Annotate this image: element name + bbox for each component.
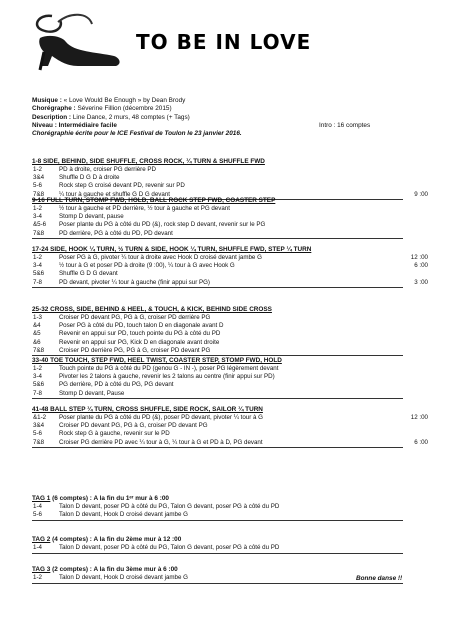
choreographer-value: Séverine Fillion (décembre 2015) xyxy=(77,105,172,113)
step-description: Talon D devant, Hook D croisé devant jambe G xyxy=(59,574,188,581)
step-count: 5-6 xyxy=(33,430,42,438)
step-description: Shuffle D G D à droite xyxy=(59,174,120,182)
step-count: 1-2 xyxy=(33,254,42,261)
page-title: TO BE IN LOVE xyxy=(136,30,312,54)
section-title: 1-8 SIDE, BEHIND, SIDE SHUFFLE, CROSS ROCK, ¼ TURN & SHUFFLE FWD xyxy=(32,158,265,165)
step-row xyxy=(32,270,436,278)
section-title: 17-24 SIDE, HOOK ¼ TURN, ½ TURN & SIDE, HOOK ¼ TURN, SHUFFLE FWD, STEP ¼ TURN xyxy=(32,246,312,253)
step-count: 1-2 xyxy=(33,574,42,581)
step-section xyxy=(32,305,436,356)
description-label: Description : xyxy=(32,113,72,121)
step-description: Poser plante du PG à côté du PD (&), poser PD devant, pivoter ¼ tour à G xyxy=(59,414,263,421)
step-count: 1-4 xyxy=(33,503,42,510)
step-row xyxy=(32,503,436,511)
step-row xyxy=(32,439,436,447)
section-divider xyxy=(32,520,403,521)
description-value: Line Dance, 2 murs, 48 comptes (+ Tags) xyxy=(72,113,190,121)
step-description: Rock step G à gauche, revenir sur le PD xyxy=(59,430,170,438)
step-count: 5&6 xyxy=(33,270,45,278)
level-label: Niveau : xyxy=(32,121,57,129)
step-description: Poser PG à G, pivoter ¼ tour à droite avec Hook D croisé devant jambe G xyxy=(59,254,262,261)
step-row xyxy=(32,422,436,430)
step-description: Croiser PG derrière PD avec ¼ tour à G, ¼ tour à G et PD à D, PG devant xyxy=(59,438,263,446)
step-row xyxy=(32,166,436,174)
level-row xyxy=(32,122,432,130)
step-count: 5&6 xyxy=(33,381,45,389)
step-section xyxy=(32,245,436,288)
section-title: 25-32 CROSS, SIDE, BEHIND & HEEL, & TOUCH, & KICK, BEHIND SIDE CROSS xyxy=(32,306,272,313)
step-description: PD devant, pivoter ¼ tour à gauche (finir appui sur PG) xyxy=(59,278,210,286)
choreographer-row xyxy=(32,105,432,113)
step-section xyxy=(32,356,436,399)
step-description: PD derrière, PG à côté du PD, PD devant xyxy=(59,229,173,237)
step-count: 3-4 xyxy=(33,213,42,221)
step-description: Croiser PD derrière PG, PG à G, croiser PD devant PG xyxy=(59,346,211,354)
step-row xyxy=(32,174,436,182)
step-row xyxy=(32,254,436,262)
step-count: 3-4 xyxy=(33,373,42,381)
step-description: Croiser PD devant PG, PG à G, croiser PD devant PG xyxy=(59,422,208,430)
tag-section xyxy=(32,535,436,554)
tag-title xyxy=(32,535,436,544)
step-section xyxy=(32,405,436,448)
step-row xyxy=(32,213,436,221)
step-description: Touch pointe du PG à côté du PD (genou G - IN -), poser PG légèrement devant xyxy=(59,365,279,372)
step-count: &5 xyxy=(33,330,41,338)
step-row xyxy=(32,339,436,347)
wall-direction: 12 :00 xyxy=(410,414,428,421)
section-divider xyxy=(32,553,403,554)
section-divider xyxy=(32,398,403,399)
level-value: Intermédiaire facile xyxy=(58,121,117,129)
step-count: 3-4 xyxy=(33,262,42,270)
step-description: Stomp D devant, pause xyxy=(59,213,124,221)
tag-section xyxy=(32,494,436,521)
step-count: 1-3 xyxy=(33,314,42,321)
step-count: 7&8 xyxy=(33,438,45,446)
step-row xyxy=(32,430,436,438)
step-description: ½ tour à gauche et PD derrière, ½ tour à gauche et PG devant xyxy=(59,205,230,212)
step-count: 1-2 xyxy=(33,166,42,173)
step-description: Shuffle G D G devant xyxy=(59,270,118,278)
step-count: 3&4 xyxy=(33,422,45,430)
step-description: Rock step G croisé devant PD, revenir sur PD xyxy=(59,182,185,190)
section-title: 9-16 FULL TURN, STOMP FWD, HOLD, BALL ROCK STEP FWD, COASTER STEP xyxy=(32,197,276,204)
step-row xyxy=(32,390,436,398)
step-row xyxy=(32,322,436,330)
wall-direction: 3 :00 xyxy=(414,278,428,286)
step-row xyxy=(32,262,436,270)
step-count: 7-8 xyxy=(33,389,42,397)
step-count: 7&8 xyxy=(33,229,45,237)
tag-title xyxy=(32,494,436,503)
music-value: « Love Would Be Enough » by Dean Brody xyxy=(63,97,186,104)
choreographer-label: Chorégraphe : xyxy=(32,105,76,113)
step-row xyxy=(32,230,436,238)
step-description: Revenir en appui sur PG, Kick D en diagonale avant droite xyxy=(59,338,220,346)
step-row xyxy=(32,414,436,422)
step-row xyxy=(32,544,436,552)
step-description: PD à droite, croiser PG derrière PD xyxy=(59,166,156,173)
festival-note: Chorégraphie écrite pour le ICE Festival de Toulon le 23 janvier 2016. xyxy=(32,130,242,138)
section-divider xyxy=(32,447,403,448)
step-row xyxy=(32,511,436,519)
step-description: Talon D devant, Hook D croisé devant jambe G xyxy=(59,511,188,519)
step-count: &1-2 xyxy=(33,414,47,421)
step-description: ¼ tour à gauche et shuffle G D G devant xyxy=(59,190,170,198)
step-section xyxy=(32,196,436,239)
step-count: 1-4 xyxy=(33,544,42,551)
step-row xyxy=(32,347,436,355)
dance-shoe-logo xyxy=(18,8,126,76)
music-row xyxy=(32,97,432,105)
step-row xyxy=(32,279,436,287)
tag-details: (2 comptes) : A la fin du 3ème mur à 6 :00 xyxy=(50,566,178,573)
step-description: Talon D devant, poser PD à côté du PG, Talon G devant, poser PG à côté du PD xyxy=(59,503,280,510)
step-description: Pivoter les 2 talons à gauche, revenir les 2 talons au centre (finir appui sur PD) xyxy=(59,373,275,381)
step-description: ½ tour à G et poser PD à droite (9 :00), ¼ tour à G avec Hook G xyxy=(59,262,235,270)
description-row xyxy=(32,114,432,122)
section-title: 33-40 TOE TOUCH, STEP FWD, HEEL TWIST, COASTER STEP, STOMP FWD, HOLD xyxy=(32,357,282,364)
step-row xyxy=(32,365,436,373)
section-divider xyxy=(32,238,403,239)
step-description: Poser PG à côté du PD, touch talon D en diagonale avant D xyxy=(59,322,224,330)
step-row xyxy=(32,330,436,338)
step-count: 1-2 xyxy=(33,205,42,212)
step-row xyxy=(32,205,436,213)
step-description: Stomp D devant, Pause xyxy=(59,389,125,397)
step-count: 7&8 xyxy=(33,346,45,354)
step-row xyxy=(32,314,436,322)
step-count: &5-6 xyxy=(33,221,47,229)
step-description: Croiser PD devant PG, PG à G, croiser PD derrière PG xyxy=(59,314,211,321)
step-count: 5-6 xyxy=(33,511,42,519)
dance-info xyxy=(32,97,432,138)
step-count: 7&8 xyxy=(33,190,45,198)
section-divider xyxy=(32,287,403,288)
wall-direction: 6 :00 xyxy=(414,438,428,446)
section-divider xyxy=(32,583,403,584)
step-count: 7-8 xyxy=(33,278,42,286)
step-count: &6 xyxy=(33,338,41,346)
step-row xyxy=(32,381,436,389)
step-count: 1-2 xyxy=(33,365,42,372)
tag-label: TAG 2 xyxy=(32,536,51,543)
step-description: Revenir en appui sur PD, touch pointe du PG à côté du PD xyxy=(59,330,221,338)
section-title: 41-48 BALL STEP ¼ TURN, CROSS SHUFFLE, SIDE ROCK, SAILOR ¼ TURN xyxy=(32,406,263,413)
intro-count: Intro : 16 comptes xyxy=(319,121,371,129)
closing-message: Bonne danse !! xyxy=(356,575,403,582)
music-label: Musique : xyxy=(32,97,62,104)
step-description: Talon D devant, poser PD à côté du PG, Talon G devant, poser PG à côté du PD xyxy=(59,544,280,551)
tag-details: (6 comptes) : A la fin du 1ᵉʳ mur à 6 :00 xyxy=(50,495,169,502)
step-row xyxy=(32,182,436,190)
step-section xyxy=(32,157,436,200)
tag-label: TAG 1 xyxy=(32,495,51,502)
wall-direction: 9 :00 xyxy=(414,190,428,198)
step-description: Poser plante du PG à côté du PD (&), rock step D devant, revenir sur le PG xyxy=(59,221,266,229)
step-count: 3&4 xyxy=(33,174,45,182)
wall-direction: 12 :00 xyxy=(410,254,428,261)
tag-title xyxy=(32,565,436,574)
step-row xyxy=(32,221,436,229)
tag-details: (4 comptes) : A la fin du 2ème mur à 12 :00 xyxy=(50,536,182,543)
step-count: 5-6 xyxy=(33,182,42,190)
step-row xyxy=(32,373,436,381)
step-count: &4 xyxy=(33,322,41,330)
wall-direction: 6 :00 xyxy=(414,262,428,270)
tag-label: TAG 3 xyxy=(32,566,51,573)
step-description: PG derrière, PD à côté du PG, PG devant xyxy=(59,381,174,389)
